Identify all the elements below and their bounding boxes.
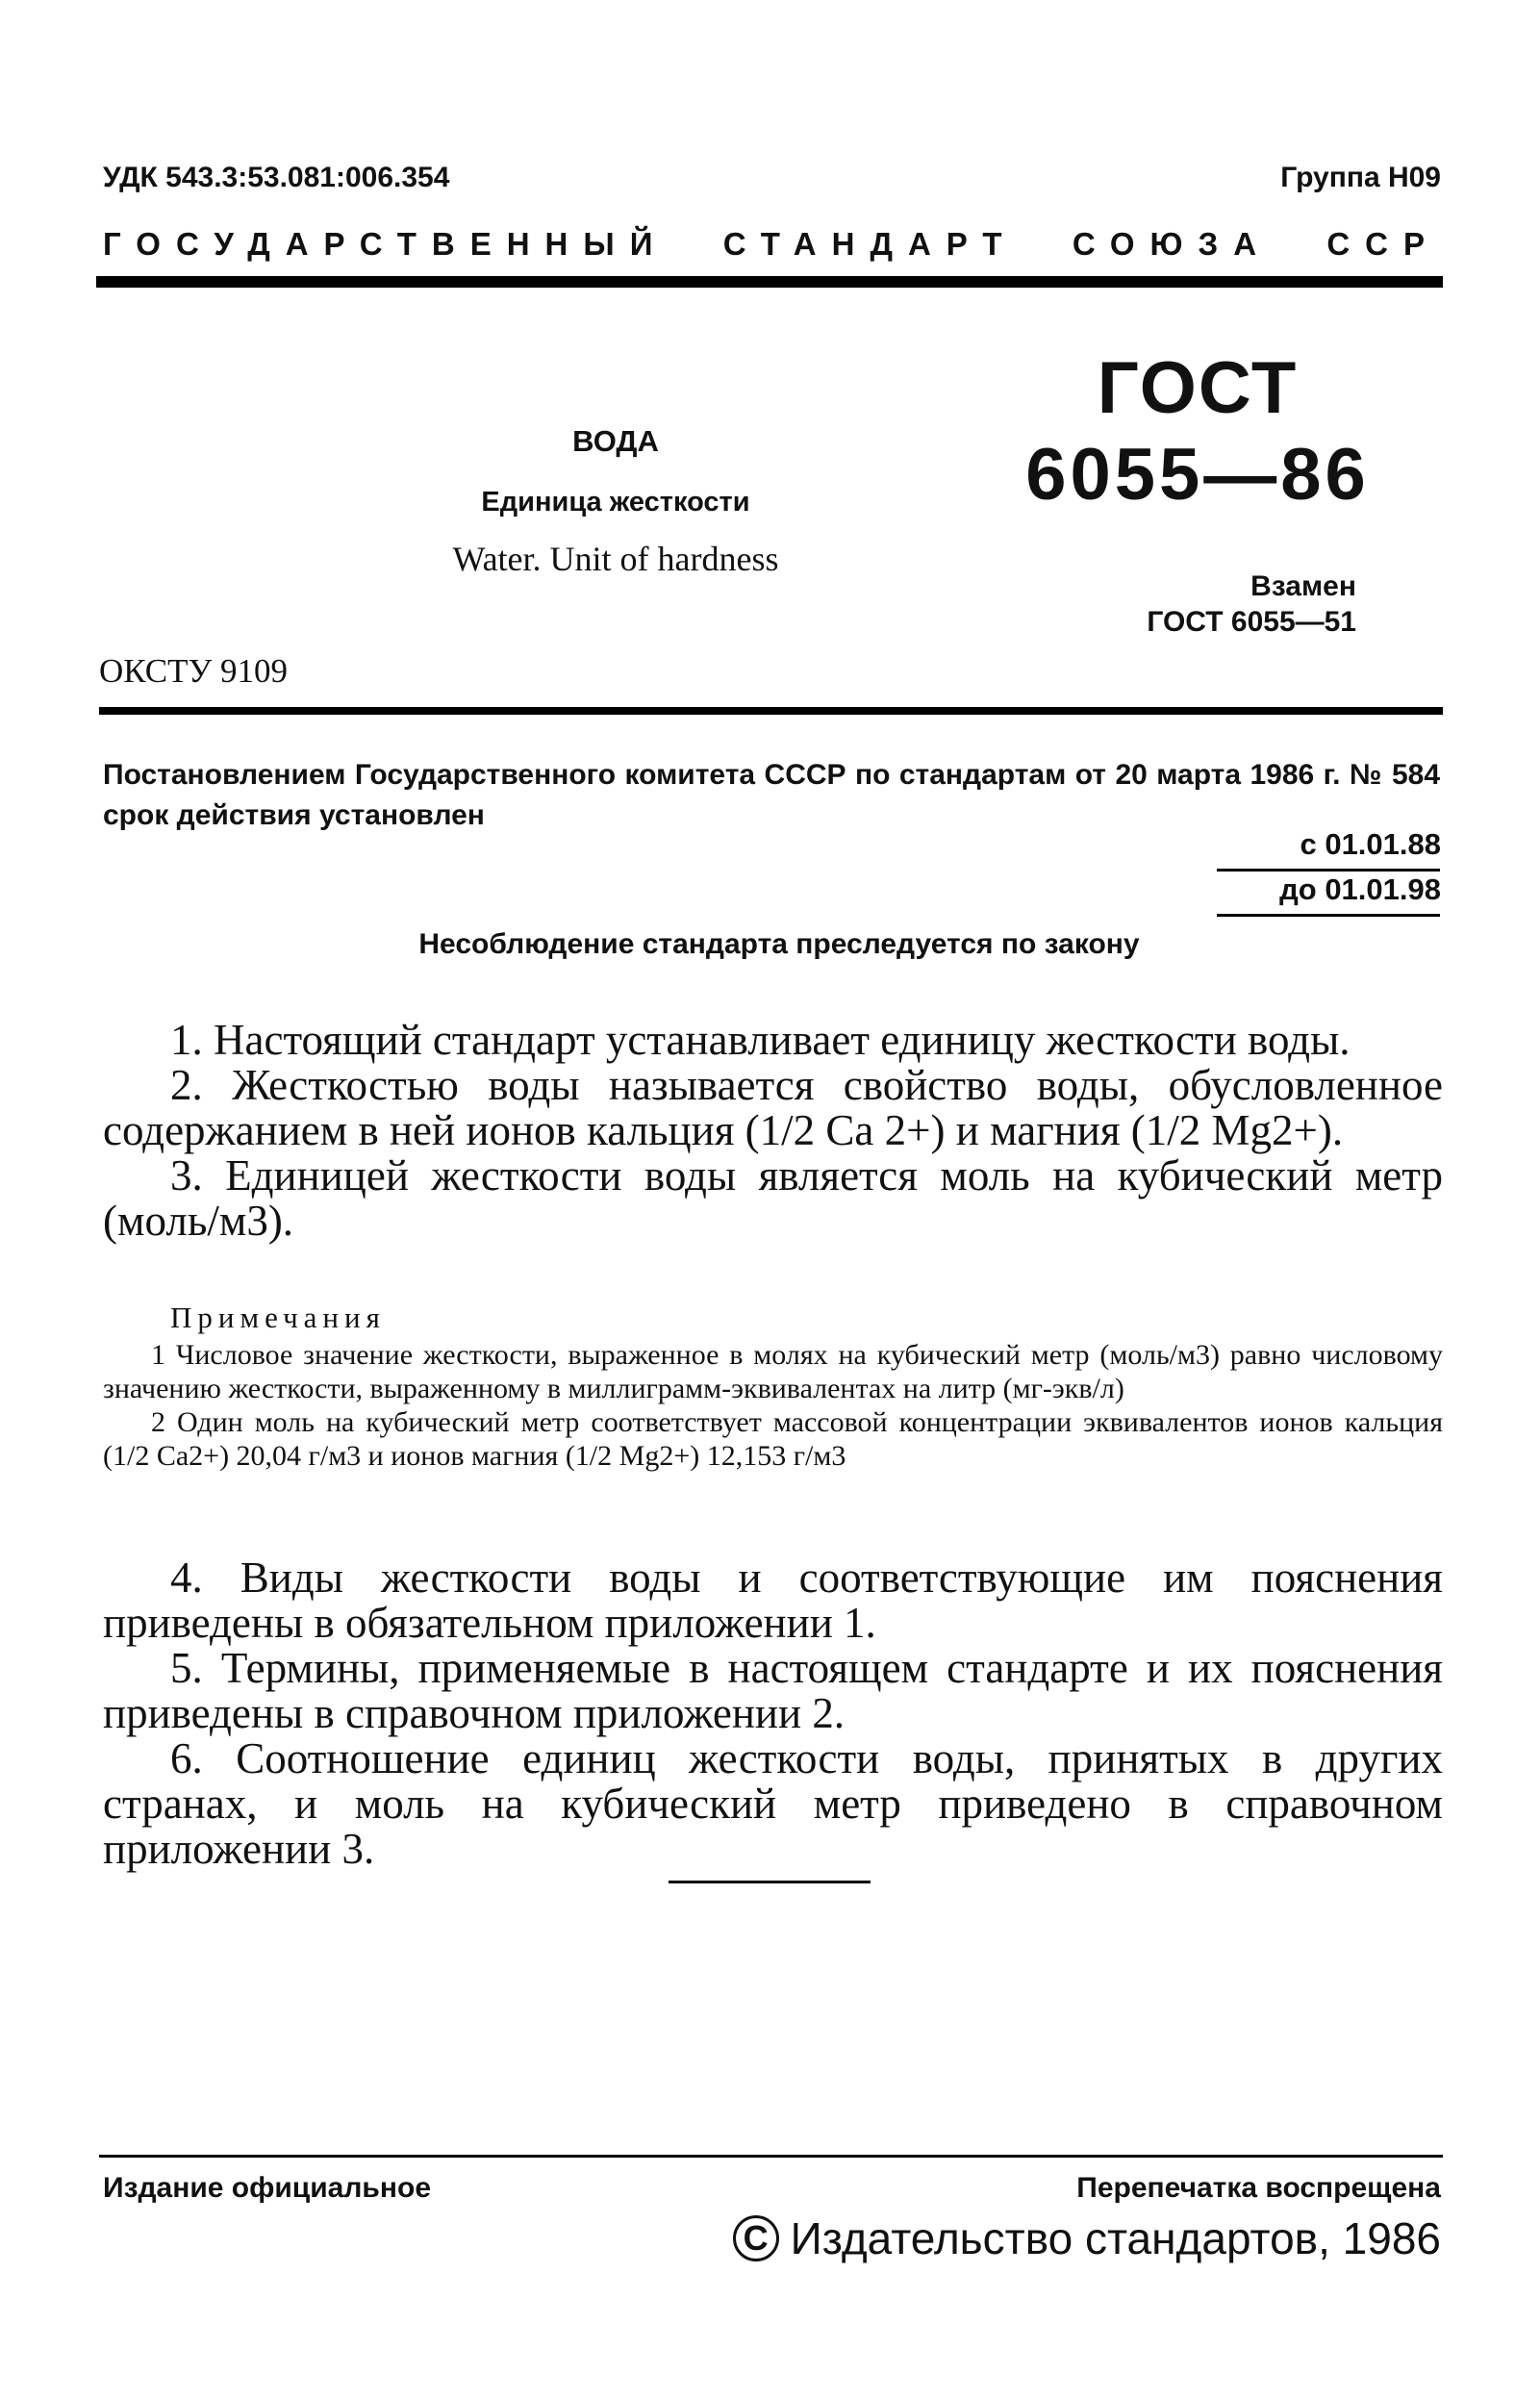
- publisher-name: Издательство стандартов, 1986: [790, 2213, 1441, 2263]
- paragraph: 2. Жесткостью воды называется свойство воды, обусловленное содержанием в ней ионов кальция (1/2 Ca 2+) и магния (1/2 Mg2+).: [103, 1061, 1443, 1154]
- notes-heading: Примечания: [170, 1301, 386, 1334]
- body-paragraphs: [103, 1018, 1443, 1244]
- header-rule: [96, 276, 1443, 288]
- copyright-icon: С: [733, 2215, 779, 2261]
- body-paragraphs-continued: [103, 1555, 1443, 1872]
- effective-date-from: с 01.01.88: [1300, 827, 1441, 861]
- paragraph: 5. Термины, применяемые в настоящем стандарте и их пояснения приведены в справочном приложении 2.: [103, 1644, 1443, 1737]
- note-item: 1 Числовое значение жесткости, выраженное в молях на кубический метр (моль/м3) равно числовому значению жесткости, выраженному в миллиграмм-эквивалентах на литр (мг-экв/л): [103, 1339, 1443, 1404]
- replaces-value: ГОСТ 6055—51: [1147, 606, 1356, 638]
- state-standard-word: ССР: [1326, 226, 1440, 262]
- document-subtitle: Единица жесткости: [481, 487, 750, 518]
- state-standard-word: СТАНДАРТ: [722, 226, 1018, 262]
- reprint-prohibited-label: Перепечатка воспрещена: [1076, 2172, 1441, 2204]
- gost-number: 6055—86: [1025, 434, 1370, 516]
- paragraph: 3. Единицей жесткости воды является моль на кубический метр (моль/м3).: [103, 1151, 1443, 1245]
- resolution-text: Постановлением Государственного комитета СССР по стандартам от 20 марта 1986 г. № 584 срок действия установлен: [103, 759, 1440, 831]
- legal-warning: Несоблюдение стандарта преследуется по закону: [418, 928, 1140, 960]
- group-code: Группа Н09: [1280, 162, 1441, 193]
- notes-section: [103, 1301, 1443, 1473]
- state-standard-word: ГОСУДАРСТВЕННЫЙ: [103, 226, 669, 262]
- gost-label: ГОСТ: [1097, 347, 1299, 429]
- official-edition-label: Издание официальное: [103, 2172, 432, 2204]
- effective-date-to: до 01.01.98: [1279, 872, 1441, 906]
- end-of-text-rule: [669, 1881, 871, 1883]
- date-divider: [1217, 869, 1440, 872]
- replaces-label: Взамен: [1250, 570, 1356, 602]
- state-standard-word: СОЮЗА: [1072, 226, 1273, 262]
- section-rule: [99, 707, 1443, 715]
- okstu-code: ОКСТУ 9109: [99, 652, 289, 690]
- document-title-english: Water. Unit of hardness: [452, 540, 779, 578]
- paragraph: 1. Настоящий стандарт устанавливает единицу жесткости воды.: [170, 1016, 1351, 1064]
- date-underline: [1217, 914, 1440, 917]
- document-title: ВОДА: [572, 424, 659, 458]
- note-item: 2 Один моль на кубический метр соответствует массовой концентрации эквивалентов ионов кальция (1/2 Ca2+) 20,04 г/м3 и ионов магния (1/2 Mg2+) 12,153 г/м3: [103, 1406, 1443, 1472]
- state-standard-heading: [103, 226, 1440, 263]
- paragraph: 4. Виды жесткости воды и соответствующие им пояснения приведены в обязательном приложении 1.: [103, 1554, 1443, 1647]
- paragraph: 6. Соотношение единиц жесткости воды, принятых в других странах, и моль на кубический метр приведено в справочном приложении 3.: [103, 1734, 1443, 1873]
- publisher-line: [733, 2212, 1441, 2264]
- udk-code: УДК 543.3:53.081:006.354: [103, 162, 450, 193]
- footer-rule: [99, 2155, 1443, 2158]
